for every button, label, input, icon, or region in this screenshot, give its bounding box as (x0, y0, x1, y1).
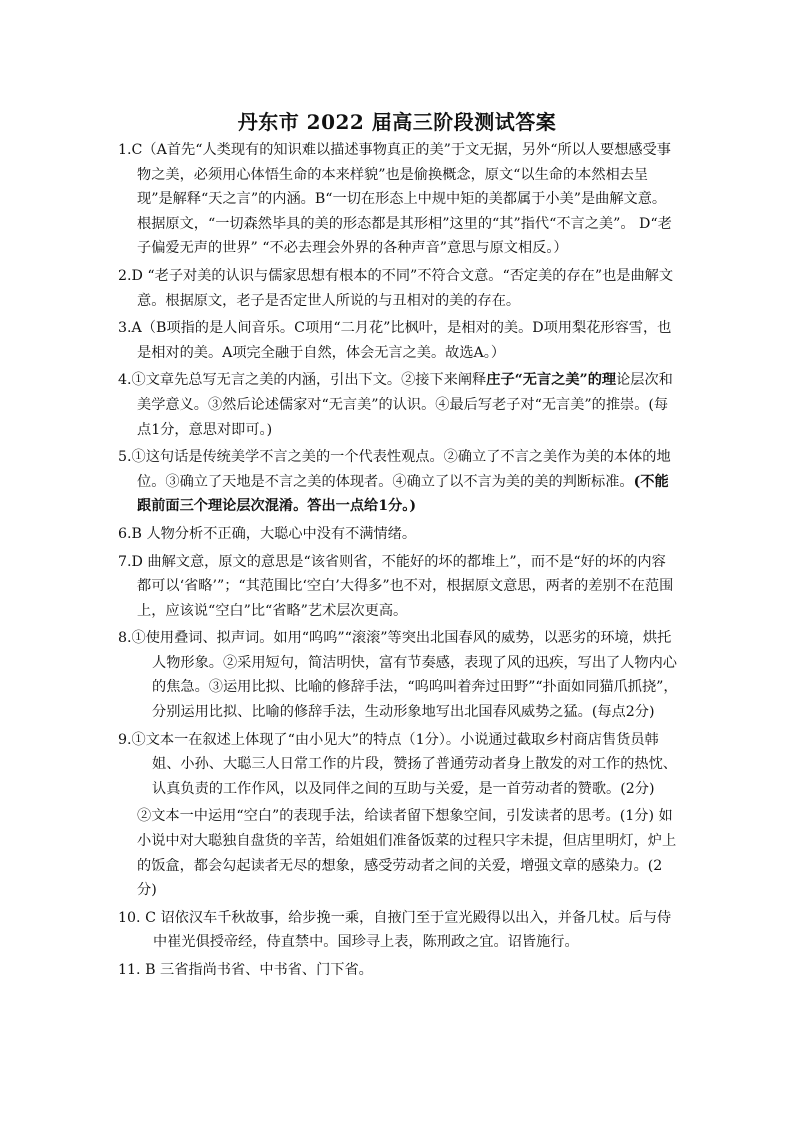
answer-list (118, 138, 678, 986)
answer-number: 6.B (118, 525, 142, 542)
answer-text: ①文章先总写无言之美的内涵，引出下文。②接下来阐释 (131, 372, 487, 389)
answer-text: （B项指的是人间音乐。C项用“二月花”比枫叶，是相对的美。D项用梨花形容雪，也是相对的美。A项完全融于自然，体会无言之美。故选A。） (137, 320, 672, 361)
answer-item-11 (118, 958, 678, 983)
answer-text: ①文本一在叙述上体现了“由小见大”的特点（1分）。小说通过截取乡村商店售货员韩姐、小孙、大聪三人日常工作的片段，赞扬了普通劳动者身上散发的对工作的热忱、认真负责的工作作风，以及同伴之间的互助与关爱，是一首劳动者的赞歌。(2分) (131, 731, 677, 797)
answer-text-bold: (不能跟前面三个理论层次混淆。答出一点给1分。) (137, 473, 669, 515)
answer-item-8 (118, 626, 678, 724)
answer-number: 3.A (118, 320, 142, 337)
answer-item-4 (118, 368, 678, 442)
answer-number: 4. (118, 372, 132, 389)
answer-item-9 (118, 728, 678, 802)
answer-text: ①这句话是传统美学不言之美的一个代表性观点。②确立了不言之美作为美的本体的地位。③确立了天地是不言之美的体现者。④确立了以不言为美的美的判断标准。 (131, 449, 671, 490)
answer-number: 11. (118, 962, 141, 978)
answer-item-1 (118, 138, 678, 261)
answer-number: 9. (118, 731, 132, 748)
answer-item-7 (118, 550, 678, 624)
answer-item-3 (118, 316, 678, 365)
answer-text: 曲解文意，原文的意思是“该省则省，不能好的坏的都堆上”，而不是“好的坏的内容都可以‘省略’”；“其范围比‘空白’大得多”也不对，根据原文意思，两者的差别不在范围上，应该说“空白”比“省略”艺术层次更高。 (137, 553, 674, 619)
answer-text: ②文本一中运用“空白”的表现手法，给读者留下想象空间，引发读者的思考。(1分) 如小说中对大聪独自盘货的辛苦，给姐姐们准备饭菜的过程只字未提，但店里明灯，炉上的饭盒，都会勾起读者无尽的想象，感受劳动者之间的关爱，增强文章的感染力。(2分) (137, 808, 677, 899)
answer-text-bold: 庄子“无言之美”的理 (486, 372, 617, 389)
answer-number: 1.C (118, 142, 143, 158)
answer-item-9-sub (118, 804, 678, 902)
answer-number: 7.D (118, 553, 143, 570)
page-title: 丹东市 2022 届高三阶段测试答案 (237, 110, 557, 134)
answer-text: （A首先“人类现有的知识难以描述事物真正的美”于文无据，另外“所以人要想感受事物之美，必须用心体悟生命的本来样貌”也是偷换概念，原文“以生命的本然相去呈现”是解释“天之言”的内涵。B“一切在形态上中规中矩的美都属于小美”是曲解文意。根据原文，“一切森然毕具的美的形态都是其形相”这里的“其”指代“不言之美”。 D“老子偏爱无声的世界” “不必去理会外界的各种声音”意思与原文相反。） (137, 142, 672, 257)
answer-text: C 诏依汉车千秋故事，给步挽一乘，自掖门至于宣光殿得以出入，并备几杖。后与侍中崔光俱授帝经，侍直禁中。国珍寻上表，陈刑政之宜。诏皆施行。 (140, 909, 672, 951)
answer-text: “老子对美的认识与儒家思想有根本的不同”不符合文意。“否定美的存在”也是曲解文意。根据原文，老子是否定世人所说的与丑相对的美的存在。 (137, 267, 674, 309)
answer-text: 论层次和美学意义。③然后论述儒家对“无言美”的认识。④最后写老子对“无言美”的推崇。(每点1分，意思对即可。) (137, 372, 673, 438)
answer-text: ①使用叠词、拟声词。如用“呜呜”“滚滚”等突出北国春风的威势，以恶劣的环境，烘托人物形象。②采用短句，简洁明快，富有节奏感，表现了风的迅疾，写出了人物内心的焦急。③运用比拟、比喻的修辞手法，“呜呜叫着奔过田野”“扑面如同猫爪抓挠”，分别运用比拟、比喻的修辞手法，生动形象地写出北国春风威势之猛。(每点2分) (131, 630, 678, 721)
answer-number: 2.D (118, 267, 143, 284)
answer-number: 8. (118, 630, 132, 647)
answer-item-5 (118, 445, 678, 519)
answer-item-10 (118, 906, 678, 955)
answer-item-2 (118, 264, 678, 313)
answer-text: 人物分析不正确，大聪心中没有不满情绪。 (141, 525, 417, 542)
answer-number: 10. (118, 909, 141, 926)
answer-item-6 (118, 522, 678, 547)
answer-text: B 三省指尚书省、中书省、门下省。 (140, 962, 373, 978)
answer-number: 5. (118, 449, 132, 466)
